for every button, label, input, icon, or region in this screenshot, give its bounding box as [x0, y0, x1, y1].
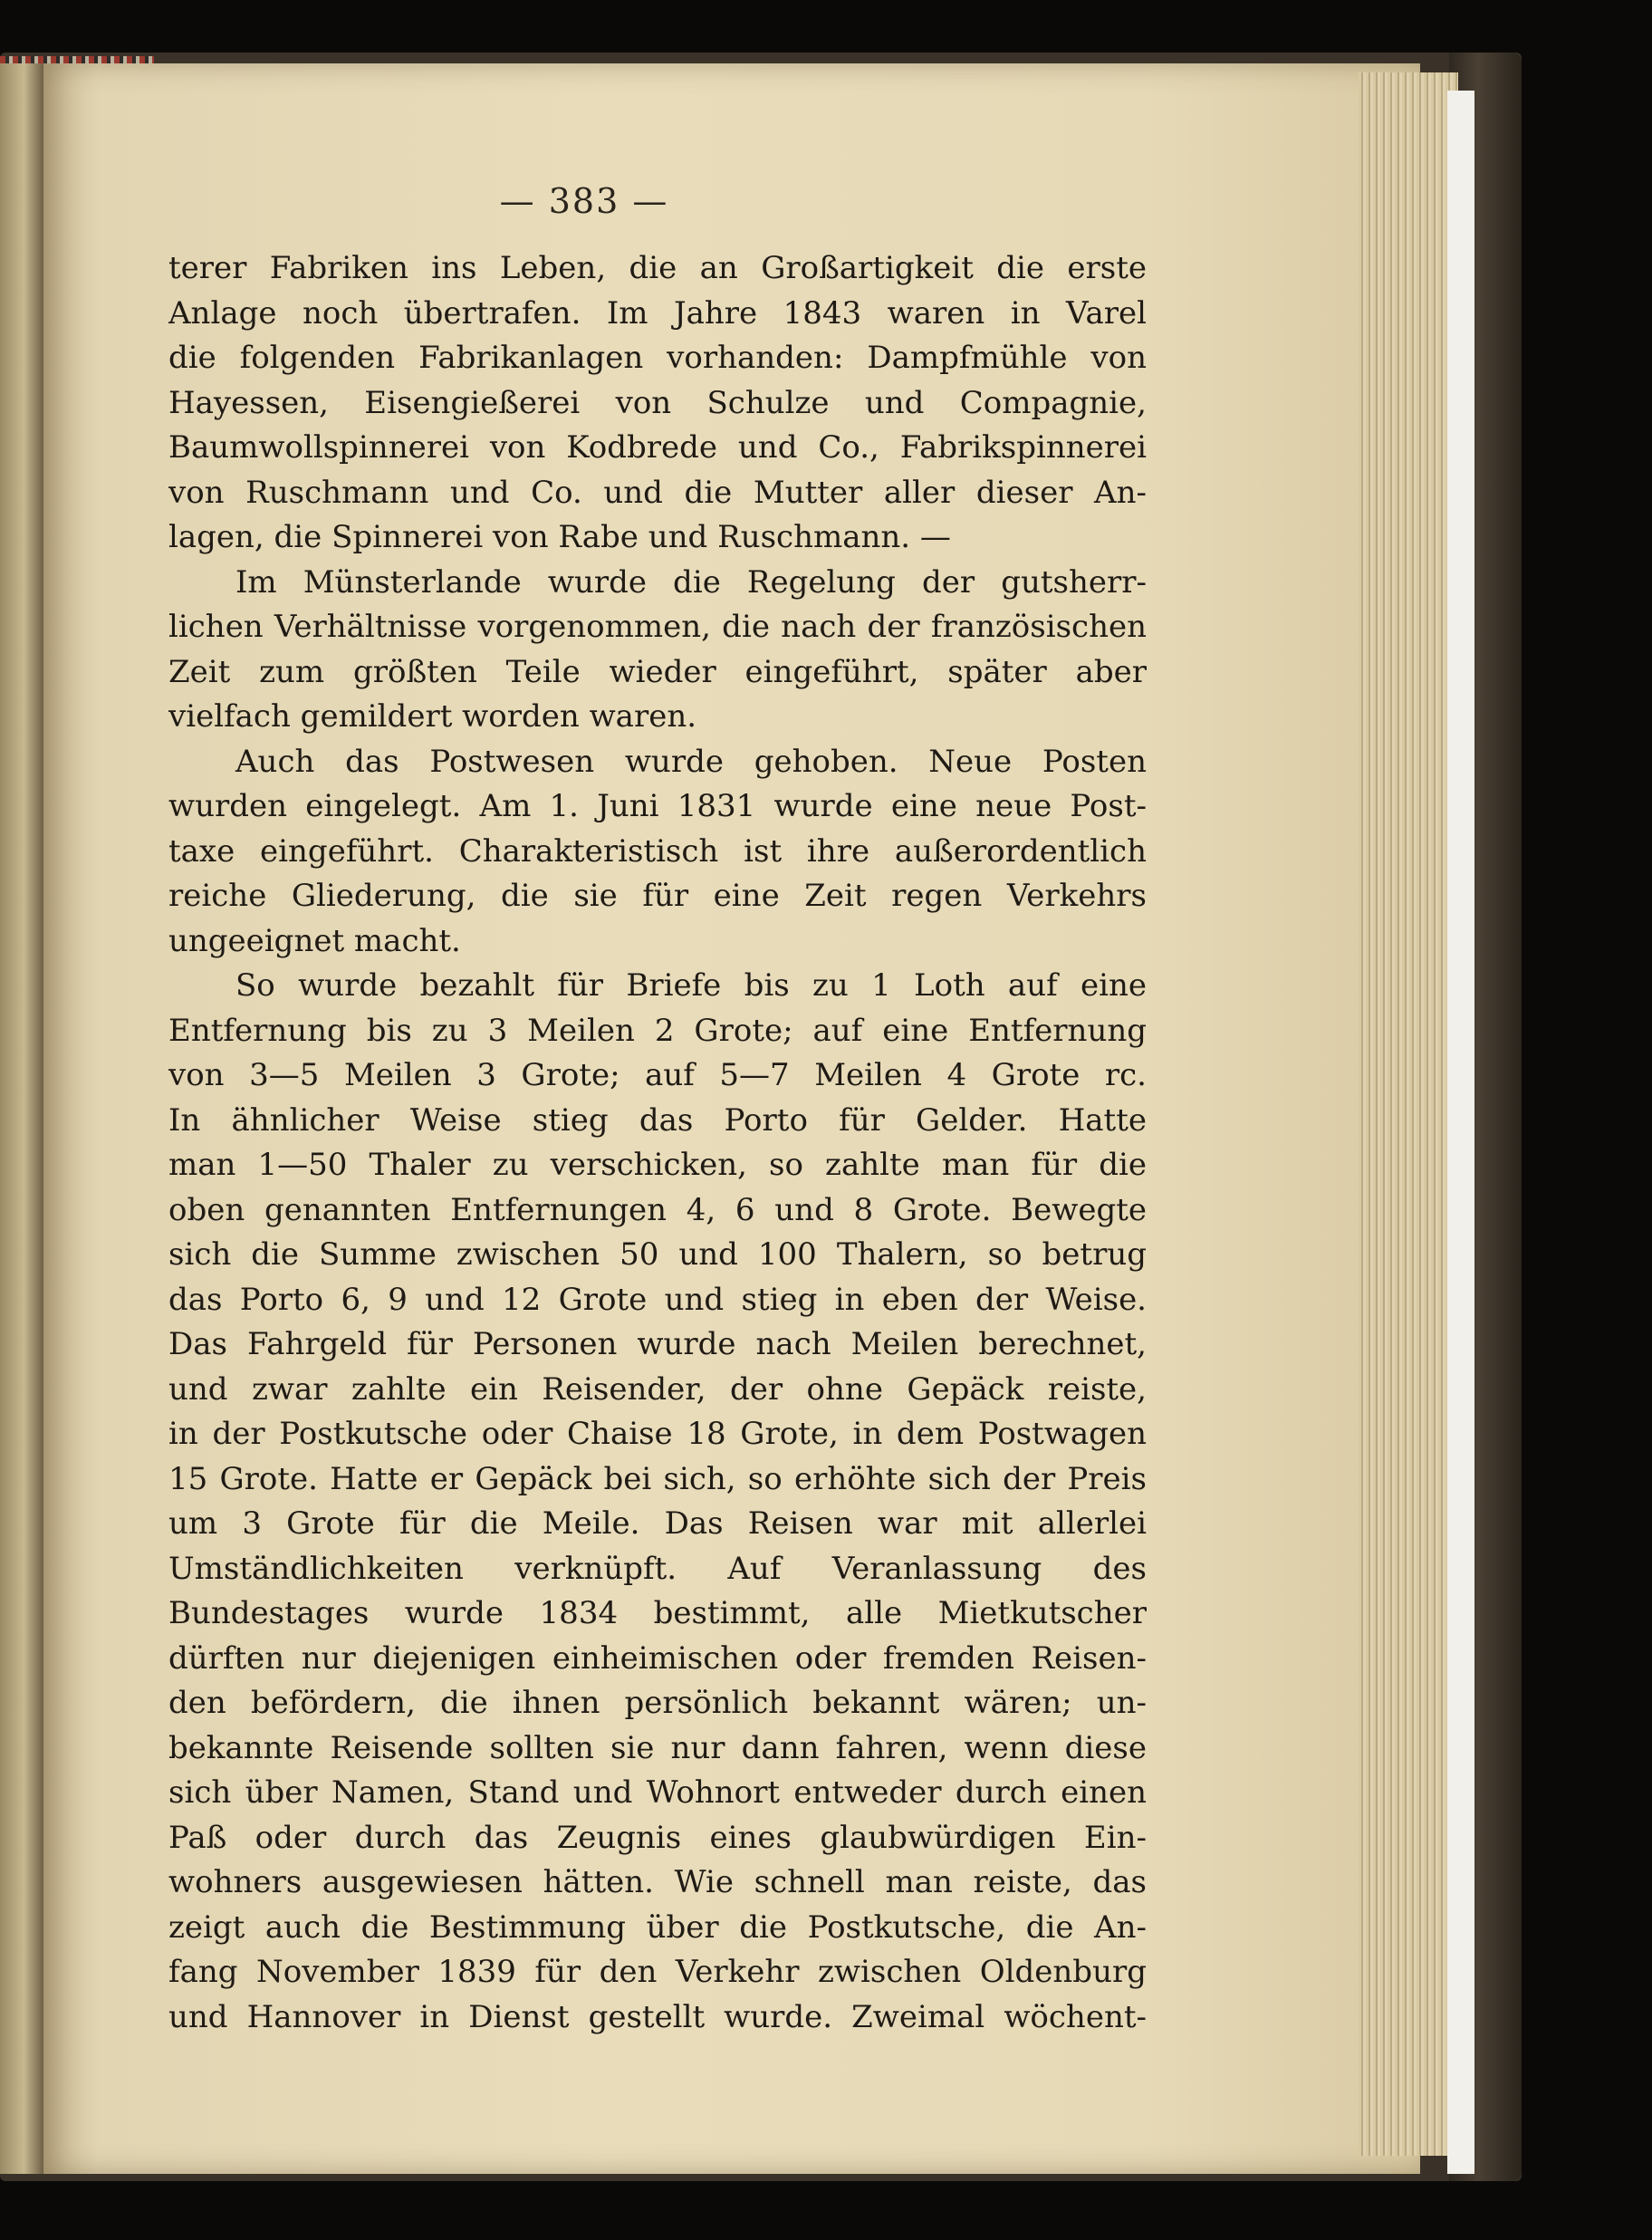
text-line: Bundestages wurde 1834 bestimmt, alle Mietkutscher	[168, 1595, 1147, 1631]
body-text	[168, 246, 1147, 2040]
text-line: reiche Gliederung, die sie für eine Zeit regen Verkehrs	[168, 878, 1147, 914]
left-page-gutter	[0, 63, 43, 2174]
text-line: zeigt auch die Bestimmung über die Postkutsche, die An-	[168, 1908, 1147, 1946]
text-line: terer Fabriken ins Leben, die an Großartigkeit die erste	[168, 250, 1147, 286]
text-line: dürften nur diejenigen einheimischen oder fremden Reisen-	[168, 1639, 1147, 1677]
text-line: um 3 Grote für die Meile. Das Reisen war mit allerlei	[168, 1505, 1147, 1542]
text-line: fang November 1839 für den Verkehr zwischen Oldenburg	[168, 1954, 1147, 1990]
text-line: den befördern, die ihnen persönlich bekannt wären; un-	[168, 1685, 1147, 1721]
text-line: Entfernung bis zu 3 Meilen 2 Grote; auf eine Entfernung	[168, 1012, 1147, 1049]
text-line: In ähnlicher Weise stieg das Porto für Gelder. Hatte	[168, 1101, 1147, 1139]
text-line: man 1—50 Thaler zu verschicken, so zahlte man für die	[168, 1147, 1147, 1183]
text-line: und zwar zahlte ein Reisender, der ohne Gepäck reiste,	[168, 1370, 1147, 1408]
text-line: Zeit zum größten Teile wieder eingeführt, später aber	[168, 653, 1147, 690]
page-edge-strip	[1447, 91, 1474, 2174]
text-line: Baumwollspinnerei von Kodbrede und Co., Fabrikspinnerei	[168, 429, 1147, 466]
text-line: Paß oder durch das Zeugnis eines glaubwürdigen Ein-	[168, 1819, 1147, 1856]
text-line: die folgenden Fabrikanlagen vorhanden: Dampfmühle von	[168, 340, 1147, 376]
text-line: Umständlichkeiten verknüpft. Auf Veranlassung des	[168, 1550, 1147, 1587]
text-line: Hayessen, Eisengießerei von Schulze und Compagnie,	[168, 384, 1147, 421]
text-line: Im Münsterlande wurde die Regelung der gutsherr-	[235, 563, 1147, 601]
text-line: bekannte Reisende sollten sie nur dann fahren, wenn diese	[168, 1729, 1147, 1766]
text-line: sich die Summe zwischen 50 und 100 Thalern, so betrug	[168, 1236, 1147, 1273]
text-line: oben genannten Entfernungen 4, 6 und 8 Grote. Bewegte	[168, 1191, 1147, 1228]
page-stack-edge	[1359, 72, 1458, 2156]
text-line: wurden eingelegt. Am 1. Juni 1831 wurde eine neue Post-	[168, 788, 1147, 824]
text-line: vielfach gemildert worden waren.	[168, 698, 697, 735]
text-line: Das Fahrgeld für Personen wurde nach Meilen berechnet,	[168, 1326, 1147, 1362]
text-line: ungeeignet macht.	[168, 922, 461, 959]
page-number: — 383 —	[499, 181, 669, 221]
text-line: von Ruschmann und Co. und die Mutter aller dieser An-	[168, 474, 1147, 511]
text-line: lichen Verhältnisse vorgenommen, die nach der französischen	[168, 609, 1147, 645]
text-line: von 3—5 Meilen 3 Grote; auf 5—7 Meilen 4 Grote rc.	[168, 1057, 1147, 1093]
text-line: wohners ausgewiesen hätten. Wie schnell man reiste, das	[168, 1864, 1147, 1900]
text-line: lagen, die Spinnerei von Rabe und Ruschmann. —	[168, 519, 951, 555]
text-line: sich über Namen, Stand und Wohnort entweder durch einen	[168, 1774, 1147, 1811]
text-line: 15 Grote. Hatte er Gepäck bei sich, so erhöhte sich der Preis	[168, 1460, 1147, 1497]
text-line: und Hannover in Dienst gestellt wurde. Zweimal wöchent-	[168, 1998, 1147, 2035]
text-line: taxe eingeführt. Charakteristisch ist ihre außerordentlich	[168, 832, 1147, 870]
text-line: das Porto 6, 9 und 12 Grote und stieg in eben der Weise.	[168, 1281, 1147, 1318]
text-line: in der Postkutsche oder Chaise 18 Grote, in dem Postwagen	[168, 1416, 1147, 1452]
text-line: So wurde bezahlt für Briefe bis zu 1 Loth auf eine	[235, 967, 1147, 1004]
text-line: Anlage noch übertrafen. Im Jahre 1843 waren in Varel	[168, 294, 1147, 332]
text-line: Auch das Postwesen wurde gehoben. Neue Posten	[235, 743, 1147, 780]
